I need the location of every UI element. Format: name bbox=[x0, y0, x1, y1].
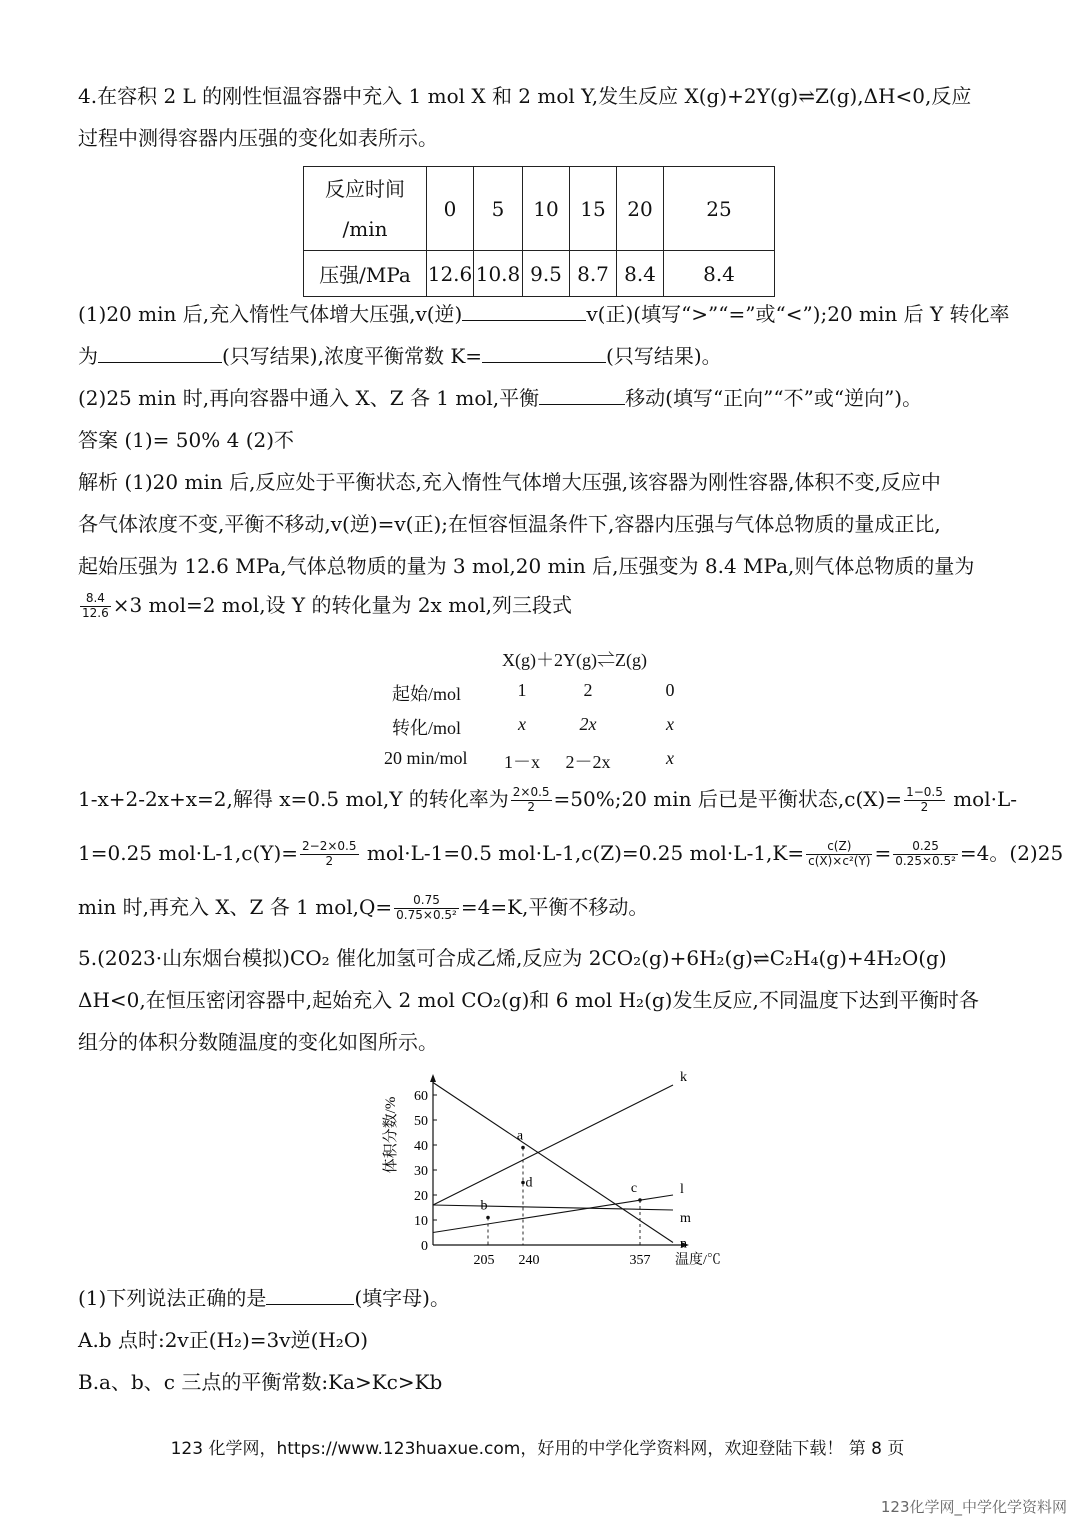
fraction: $\frac{c(Z)}{\text{c(X)×c²(Y)}}$ bbox=[808, 839, 871, 868]
fraction: $\frac{8.4}{12.6}$ bbox=[82, 591, 109, 620]
time-cell: 10 bbox=[523, 167, 570, 251]
point-c bbox=[638, 1198, 642, 1202]
fraction: $\frac{0.75}{\text{0.75×0.5²}}$ bbox=[396, 893, 457, 922]
pressure-cell: 8.7 bbox=[570, 251, 617, 297]
fraction: $\frac{2-2\times 0.5}{2}$ bbox=[302, 839, 357, 868]
point-label-d: d bbox=[525, 1175, 533, 1191]
q4-line-2: 过程中测得容器内压强的变化如表所示。 bbox=[78, 126, 438, 150]
q4-answer: 答案 (1)= 50% 4 (2)不 bbox=[78, 428, 295, 452]
x-axis-label: 温度/℃ bbox=[675, 1253, 721, 1268]
series-label-k: k bbox=[680, 1070, 687, 1085]
table-row-label: 压强/MPa bbox=[304, 251, 427, 297]
option-a: A.b 点时:2v正(H₂)=3v逆(H₂O) bbox=[78, 1328, 369, 1352]
time-cell: 15 bbox=[570, 167, 617, 251]
y-axis-arrow bbox=[430, 1074, 436, 1082]
pressure-cell: 12.6 bbox=[427, 251, 474, 297]
x-tick-label: 240 bbox=[518, 1253, 540, 1268]
explanation-line-4: $\frac{8.4}{12.6}$ ×3 mol=2 mol,设 Y 的转化量为 2x mol,列三段式 bbox=[82, 591, 572, 620]
explanation-line-5: 1-x+2-2x+x=2,解得 x=0.5 mol,Y 的转化率为 $\frac{2\times 0.5}{2}$ =50%;20 min 后已是平衡状态,c(X)= $\frac{1-0.5}{2}$ mol·L- bbox=[78, 785, 1017, 814]
pressure-cell: 8.4 bbox=[664, 251, 775, 297]
explanation-line-2: 各气体浓度不变,平衡不移动,v(逆)=v(正);在恒容恒温条件下,容器内压强与气体总物质的量成正比, bbox=[78, 512, 941, 536]
point-b bbox=[486, 1216, 490, 1220]
q5-line-2: ΔH<0,在恒压密闭容器中,起始充入 2 mol CO₂(g)和 6 mol H₂(g)发生反应,不同温度下达到平衡时各 bbox=[78, 988, 979, 1012]
q4-sub1-line-2: 为 (只写结果),浓度平衡常数 K= (只写结果)。 bbox=[78, 344, 722, 368]
explanation-line-1: 解析 (1)20 min 后,反应处于平衡状态,充入惰性气体增大压强,该容器为刚性容器,体积不变,反应中 bbox=[78, 470, 941, 494]
pressure-cell: 9.5 bbox=[523, 251, 570, 297]
explanation-line-3: 起始压强为 12.6 MPa,气体总物质的量为 3 mol,20 min 后,压强变为 8.4 MPa,则气体总物质的量为 bbox=[78, 554, 975, 578]
y-tick-label: 30 bbox=[414, 1164, 428, 1179]
point-label-c: c bbox=[630, 1181, 638, 1196]
y-tick-label: 0 bbox=[421, 1239, 428, 1254]
q4-sub1-line-1: (1)20 min 后,充入惰性气体增大压强,v(逆) v(正)(填写“>”“=”或“<”);20 min 后 Y 转化率 bbox=[78, 302, 1010, 326]
y-tick-label: 60 bbox=[414, 1089, 428, 1104]
answer-blank[interactable] bbox=[482, 346, 606, 363]
page-footer: 123 化学网，https://www.123huaxue.com，好用的中学化学资料网，欢迎登陆下载！ 第 8 页 bbox=[170, 1439, 905, 1459]
pressure-cell: 10.8 bbox=[474, 251, 523, 297]
fraction: $\frac{0.25}{\text{0.25×0.5²}}$ bbox=[895, 839, 956, 868]
series-line-l bbox=[433, 1195, 673, 1233]
point-label-b: b bbox=[480, 1198, 488, 1214]
time-cell: 20 bbox=[617, 167, 664, 251]
y-tick-label: 10 bbox=[414, 1214, 428, 1229]
x-tick-label: 205 bbox=[473, 1253, 495, 1268]
series-label-m: m bbox=[680, 1211, 691, 1226]
ice-table: X(g)＋2Y(g)⇌Z(g) 起始/mol 1 2 0 转化/mol x 2x x 20 min/mol 1－x 2－2x x bbox=[380, 646, 720, 776]
point-d bbox=[521, 1181, 525, 1185]
ice-equation: X(g)＋2Y(g)⇌Z(g) bbox=[502, 650, 647, 670]
time-cell: 25 bbox=[664, 167, 775, 251]
y-tick-label: 50 bbox=[414, 1114, 428, 1129]
q4-sub2: (2)25 min 时,再向容器中通入 X、Z 各 1 mol,平衡 移动(填写“正向”“不”或“逆向”)。 bbox=[78, 386, 923, 410]
point-a bbox=[521, 1146, 525, 1150]
q5-line-1: 5.(2023·山东烟台模拟)CO₂ 催化加氢可合成乙烯,反应为 2CO₂(g)+6H₂(g)⇌C₂H₄(g)+4H₂O(g) bbox=[78, 946, 947, 970]
answer-blank[interactable] bbox=[98, 346, 222, 363]
answer-blank[interactable] bbox=[539, 388, 625, 405]
answer-blank[interactable] bbox=[462, 304, 586, 321]
fraction: $\frac{2\times 0.5}{2}$ bbox=[512, 785, 550, 814]
explanation-line-6: 1=0.25 mol·L-1,c(Y)= $\frac{2-2\times 0.5}{2}$ mol·L-1=0.5 mol·L-1,c(Z)=0.25 mol·L-1,K= $\frac{c(Z)}{\text{c(X)×c²(Y)}}$ = $\frac{0.25}{\text{0.25×0.5²}}$ =4。(2)25 bbox=[78, 839, 1064, 868]
series-label-n: n bbox=[680, 1236, 687, 1252]
point-label-a: a bbox=[516, 1128, 524, 1144]
q4-line-1: 4.在容积 2 L 的刚性恒温容器中充入 1 mol X 和 2 mol Y,发生反应 X(g)+2Y(g)⇌Z(g),ΔH<0,反应 bbox=[78, 84, 972, 108]
y-tick-label: 20 bbox=[414, 1189, 428, 1204]
time-cell: 0 bbox=[427, 167, 474, 251]
table-header-label: 反应时间 /min bbox=[304, 167, 427, 251]
volume-fraction-chart bbox=[370, 1070, 721, 1270]
explanation-line-7: min 时,再充入 X、Z 各 1 mol,Q= $\frac{0.75}{\text{0.75×0.5²}}$ =4=K,平衡不移动。 bbox=[78, 893, 649, 922]
pressure-cell: 8.4 bbox=[617, 251, 664, 297]
series-line-n bbox=[433, 1083, 673, 1243]
y-axis-label: 体积分数/% bbox=[383, 1096, 399, 1174]
y-tick-label: 40 bbox=[414, 1139, 428, 1154]
time-cell: 5 bbox=[474, 167, 523, 251]
series-line-m bbox=[433, 1205, 673, 1210]
q5-line-3: 组分的体积分数随温度的变化如图所示。 bbox=[78, 1030, 438, 1054]
fraction: $\frac{1-0.5}{2}$ bbox=[906, 785, 943, 814]
option-b: B.a、b、c 三点的平衡常数:Ka>Kc>Kb bbox=[78, 1370, 443, 1394]
answer-blank[interactable] bbox=[266, 1288, 354, 1305]
x-tick-label: 357 bbox=[629, 1253, 651, 1268]
watermark: 123化学网_中学化学资料网 bbox=[880, 1498, 1067, 1516]
series-label-l: l bbox=[680, 1182, 684, 1197]
pressure-table bbox=[303, 166, 775, 297]
q5-sub1: (1)下列说法正确的是 (填字母)。 bbox=[78, 1286, 450, 1310]
